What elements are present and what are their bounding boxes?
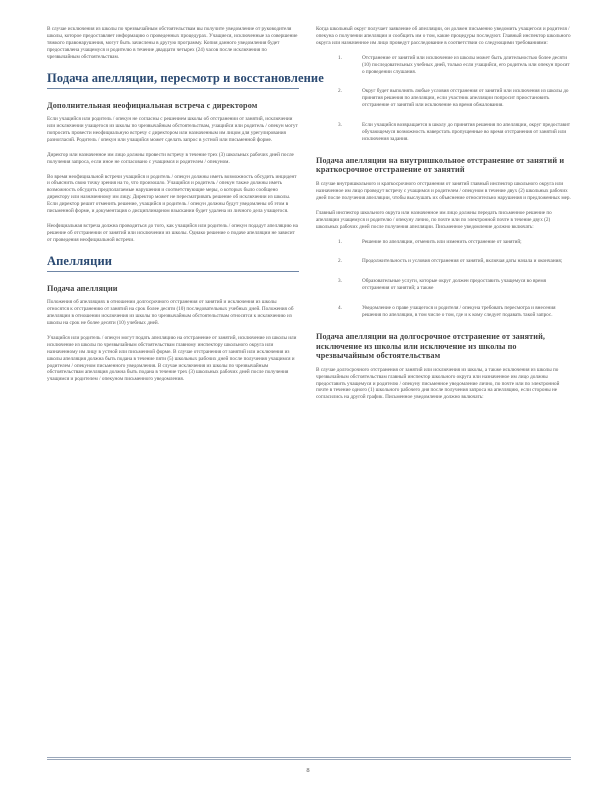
list-item-number: 3. [338, 122, 342, 129]
list-item-number: 3. [338, 278, 342, 285]
list-item-number: 4. [338, 305, 342, 312]
list-item-text: Если учащийся возвращается в школу до принятия решения по апелляции, округ предоставит обучающемуся возможность наверстать пропущенные во время отстранения от занятий или исключения задания. [362, 122, 570, 142]
list-item-text: Решение по апелляции, отменить или изменить отстранение от занятий; [362, 238, 522, 245]
requirements-list [316, 55, 571, 143]
meeting-paragraph-4: Неофициальная встреча должна проводиться до того, как учащийся или родитель / опекун подадут апелляцию на решение об отстранении от занятий или исключении из школы. Однако решение о подаче апелляции не зависит от проведения неофициальной встречи. [47, 223, 298, 243]
decision-list [316, 239, 571, 319]
list-item [316, 88, 571, 109]
meeting-paragraph-2: Директор или назначенное им лицо должны провести встречу в течение трех (3) школьных рабочих дней после получения запроса, если иное не согласовано с учащимся и родителем / опекуном. [47, 151, 294, 165]
list-item-text: Уведомление о праве учащегося и родителя / опекуна требовать пересмотра и внесения решения по апелляции, в том числе о том, где и к кому следует подавать такой запрос. [362, 305, 556, 319]
section-heading-appeals: Апелляции [47, 253, 113, 268]
list-item [316, 258, 571, 265]
list-item-number: 2. [338, 258, 342, 265]
list-item [316, 278, 571, 292]
right-intro-paragraph: Когда школьный округ получает заявление об апелляции, он должен письменно уведомить учащегося и родителя / опекуна о получении апелляции и сообщить им о том, какие процедуры последуют. Главный инспектор школьного округа или назначенное им лицо проведут расследование в соответствии со следующими требованиями: [316, 26, 571, 46]
meeting-paragraph-1: Если учащийся или родитель / опекун не согласны с решением школы об отстранении от занятий, исключении или исключении учащегося из школы по чрезвычайным обстоятельствам, учащийся или родитель / опекун могут попросить провести неофициальную встречу с директором или назначенным им лицом для урегулирования разногласий. Родитель / опекун или учащийся может сделать запрос в устной или письменной форме. [47, 116, 298, 143]
list-item-text: Округ будет выполнять любые условия отстранения от занятий или исключения из школы до принятия решения по апелляции, если участник апелляции попросит приостановить отстранение от занятий или исключение на время обжалования. [362, 88, 569, 109]
subheading-long-term-appeal: Подача апелляции на долгосрочное отстранение от занятий, исключение из школы или исключение из школы по чрезвычайным обстоятельствам [316, 331, 546, 361]
list-item [316, 239, 571, 246]
section-divider [47, 88, 299, 89]
meeting-paragraph-3: Во время неофициальной встречи учащийся и родитель / опекун должны иметь возможность обсудить инцидент и объяснить свою точку зрения на то, что произошло. Учащийся и родитель / опекун также должны иметь возможность обсудить предполагаемые нарушения и соответствующие меры, о которых было сообщено директору или назначенному им лицу. Директор может не пересматривать решение об исключении из школы. Если директор решит отменить решение, учащийся и родитель / опекун должны будут уведомлены об этом в письменной форме, и документация о дисциплинарном взыскании будет удалена из личного дела учащегося. [47, 173, 297, 215]
page-number: 8 [306, 767, 310, 774]
subheading-filing-appeal: Подача апелляции [47, 283, 118, 293]
filing-paragraph-1: Положения об апелляциях в отношении долгосрочного отстранения от занятий и исключения из школы относятся к отстранению от занятий на срок более десяти (10) последовательных учебных дней. Положения об апелляции в отношении исключения из школы по чрезвычайным обстоятельствам относятся к исключению из школы на срок не более десяти (10) учебных дней. [47, 299, 294, 327]
right-column [316, 26, 571, 409]
section-divider [47, 271, 299, 272]
list-item [316, 305, 571, 319]
list-item-text: Продолжительность и условия отстранения от занятий, включая даты начала и окончания; [362, 258, 563, 265]
subheading-short-term-appeal: Подача апелляции на внутришкольное отстранение от занятий и краткосрочное отстранение от занятий [316, 155, 565, 175]
footer-divider [47, 757, 571, 758]
footer-divider [47, 759, 571, 760]
intro-paragraph: В случае исключения из школы по чрезвычайным обстоятельствам вы получите уведомление от руководителя школы, которое предоставляет информацию о проведенных процедурах. Учащиеся, исключенные за совершение тяжкого правонарушения, могут быть зачислены в другую программу. Копия данного уведомления будет предоставлена учащемуся и родителю в течение двадцати четырех (24) часов после исключения по чрезвычайным обстоятельствам. [47, 26, 298, 60]
subheading-informal-meeting: Дополнительная неофициальная встреча с директором [47, 100, 258, 110]
list-item [316, 55, 571, 76]
left-column [47, 26, 324, 391]
list-item-number: 1. [338, 238, 342, 245]
filing-paragraph-2: Учащийся или родитель / опекун могут подать апелляцию на отстранение от занятий, исключение из школы или исключение из школы по чрезвычайным обстоятельствам главному инспектору школьного округа или назначенному им лицу в устной или письменной форме. В случае отстранения от занятий или исключения из школы апелляция должна быть подана в течение пяти (5) школьных рабочих дней после получения учащимся и родителем / опекуном письменного уведомления. В случае исключения из школы по чрезвычайным обстоятельствам апелляция должна быть подана в течение трех (3) школьных рабочих дней после получения учащимся и родителем / опекуном письменного уведомления. [47, 334, 297, 383]
list-item-text: Отстранение от занятий или исключение из школы может быть длительностью более десяти (10) последовательных учебных дней, только если учащийся, его родитель или опекун просят о проведении слушания. [362, 54, 570, 75]
list-item-text: Образовательные услуги, которые округ должен предоставить учащемуся во время отстранения от занятий; а также [362, 278, 546, 292]
list-item-number: 1. [338, 54, 342, 61]
long-term-paragraph: В случае долгосрочного отстранения от занятий или исключения из школы, а также исключения из школы по чрезвычайным обстоятельствам главный инспектор школьного округа или назначенное им лицо должны предоставить учащемуся и родителю / опекуну письменное уведомление лично, по почте или по электронной почте в течение одного (1) школьного рабочего дня после получения запроса на апелляцию, если стороны не согласились на другой график. Письменное уведомление должно включать: [316, 366, 560, 401]
section-heading-appeals-review: Подача апелляции, пересмотр и восстановление [47, 70, 324, 85]
list-item [316, 122, 571, 143]
list-item-number: 2. [338, 88, 342, 95]
short-term-paragraph-1: В случае внутришкольного и краткосрочного отстранения от занятий главный инспектор школьного округа или назначенное им лицо проведут встречу с учащимся и родителем / опекуном в течение двух (2) школьных рабочих дней после получения апелляции, чтобы выслушать их объяснение относительно нарушения и предложенных мер. [316, 181, 571, 201]
short-term-paragraph-2: Главный инспектор школьного округа или назначенное им лицо должны передать письменное решение по апелляции учащемуся и родителю / опекуну лично, по почте или по электронной почте в течение двух (2) школьных рабочих дней после получения апелляции. Письменное уведомление должно включать: [316, 209, 552, 230]
